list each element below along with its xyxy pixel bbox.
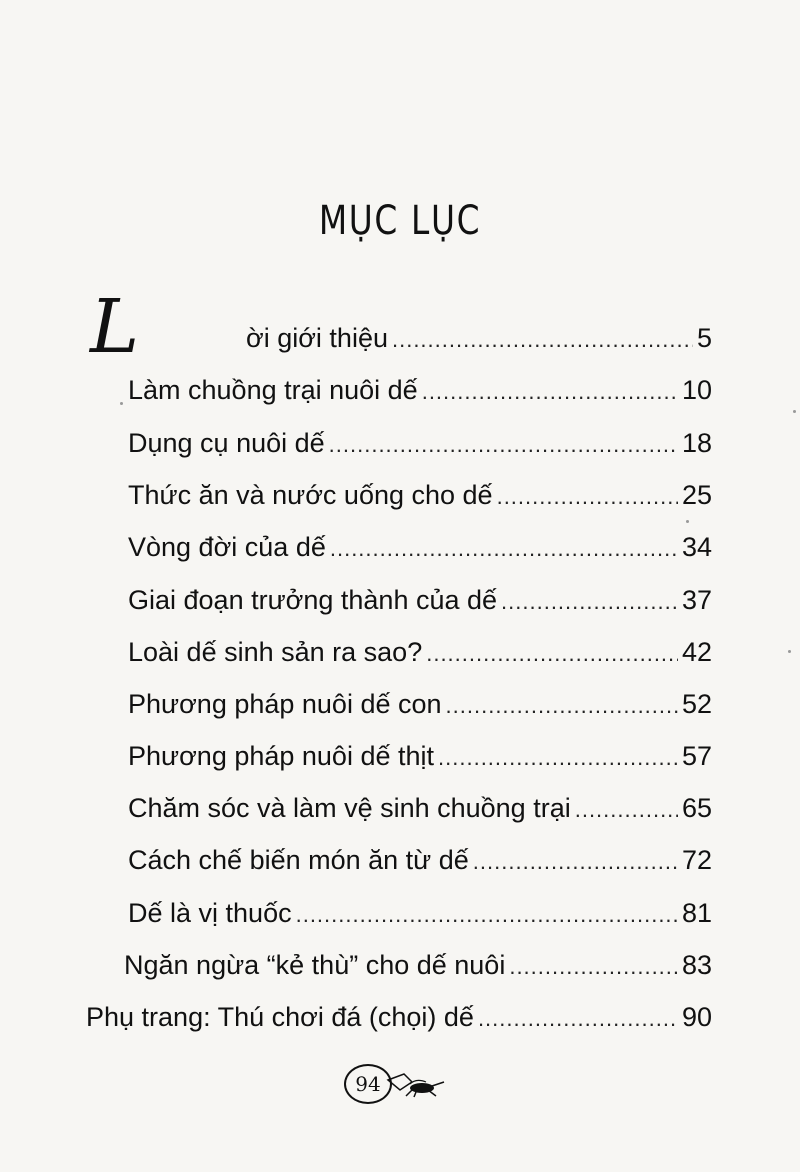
toc-entry-label: ời giới thiệu [246,323,388,353]
toc-entry-label: Dụng cụ nuôi dế [128,428,325,458]
toc-entry[interactable] [128,688,712,722]
toc-entry-label: Phụ trang: Thú chơi đá (chọi) dế [86,1002,474,1032]
toc-entry-page: 37 [681,585,712,615]
toc-entry-page: 52 [681,689,712,719]
toc-entry-label: Ngăn ngừa “kẻ thù” cho dế nuôi [124,950,506,980]
toc-entry[interactable] [128,740,712,774]
toc-entry-label: Giai đoạn trưởng thành của dế [128,585,498,615]
paper-speck [788,650,791,653]
toc-entry-label: Chăm sóc và làm vệ sinh chuồng trại [128,793,571,823]
toc-entry[interactable] [128,897,712,931]
toc-entry[interactable] [128,584,712,618]
cricket-icon [386,1070,446,1098]
toc-entry[interactable] [128,479,712,513]
toc-entry-page: 57 [681,741,712,771]
toc-leader-dots [497,481,678,513]
toc-entry-label: Dế là vị thuốc [128,898,292,928]
paper-speck [686,520,689,523]
toc-leader-dots [422,376,678,408]
toc-leader-dots [446,690,678,722]
toc-leader-dots [329,429,678,461]
toc-entry[interactable] [128,636,712,670]
toc-entry[interactable] [128,531,712,565]
toc-leader-dots [438,742,678,774]
toc-entry[interactable] [128,844,712,878]
toc-leader-dots [330,533,678,565]
toc-entry-page: 72 [681,845,712,875]
toc-entry[interactable] [128,792,712,826]
toc-entry-label: Cách chế biến món ăn từ dế [128,845,469,875]
toc-entry-page: 34 [681,532,712,562]
toc-leader-dots [575,794,678,826]
toc-entry-page: 42 [681,637,712,667]
toc-entry-label: Phương pháp nuôi dế con [128,689,442,719]
toc-entry-label: Loài dế sinh sản ra sao? [128,637,423,667]
toc-entry[interactable] [128,374,712,408]
toc-leader-dots [478,1003,678,1035]
page-title: MỤC LỤC [318,198,482,244]
toc-entry-page: 90 [681,1002,712,1032]
toc-entry-page: 81 [681,898,712,928]
toc-entry-page: 65 [681,793,712,823]
toc-leader-dots [501,586,678,618]
toc-leader-dots [426,638,678,670]
toc-entry-label: Làm chuồng trại nuôi dế [128,375,418,405]
toc-leader-dots [509,951,678,983]
toc-entry-label: Vòng đời của dế [128,532,326,562]
toc-entry[interactable] [124,949,712,983]
page-footer [344,1064,464,1104]
toc-entry-page: 10 [681,375,712,405]
toc-entry[interactable] [128,427,712,461]
paper-speck [793,410,796,413]
page-number: 94 [344,1064,392,1104]
toc-leader-dots [392,324,693,356]
toc-entry-page: 25 [681,480,712,510]
dropcap-letter: L [90,284,140,370]
toc-entry-label: Phương pháp nuôi dế thịt [128,741,435,771]
paper-speck [120,402,123,405]
toc-entry-label: Thức ăn và nước uống cho dế [128,480,493,510]
toc-leader-dots [473,846,678,878]
toc-entry-page: 5 [696,323,712,353]
toc-entry[interactable] [86,1001,712,1035]
toc-entry-page: 18 [681,428,712,458]
toc-entry[interactable] [246,322,712,356]
toc-leader-dots [296,899,678,931]
toc-entry-page: 83 [681,950,712,980]
